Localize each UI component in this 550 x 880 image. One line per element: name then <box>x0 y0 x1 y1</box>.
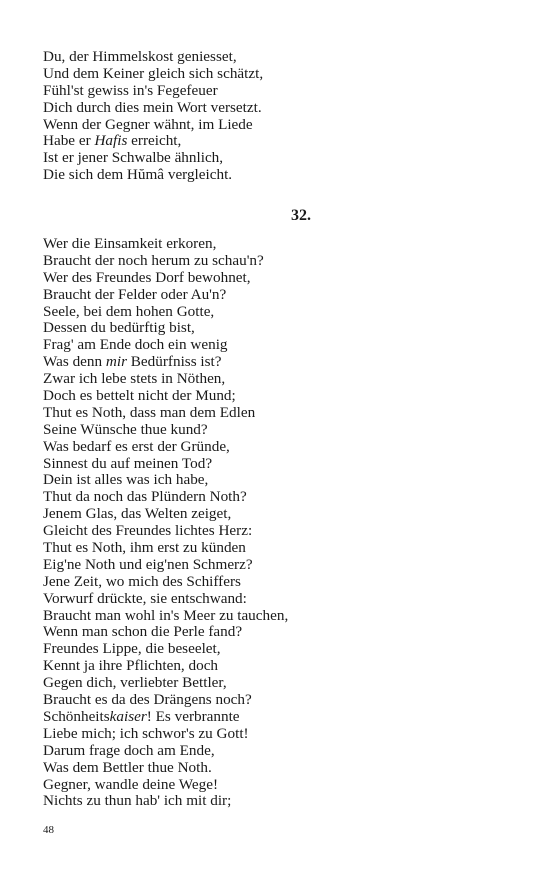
poem-line: Thut da noch das Plündern Noth? <box>43 488 247 506</box>
poem-line: Eig'ne Noth und eig'nen Schmerz? <box>43 555 253 573</box>
poem-line: Liebe mich; ich schwor's zu Gott! <box>43 724 249 742</box>
poem-line: Frag' am Ende doch ein wenig <box>43 336 228 354</box>
poem-line: Jenem Glas, das Welten zeiget, <box>43 505 232 523</box>
poem-line: Kennt ja ihre Pflichten, doch <box>43 657 219 675</box>
poem-line: Vorwurf drückte, sie entschwand: <box>43 589 247 607</box>
poem-stanza-32 <box>43 236 513 810</box>
poem-line: Darum frage doch am Ende, <box>43 741 215 759</box>
poem-line: Wenn man schon die Perle fand? <box>43 623 243 641</box>
emphasis-text: mir <box>105 353 127 371</box>
poem-line: Wer die Einsamkeit erkoren, <box>43 235 217 252</box>
poem-line: Seine Wünsche thue kund? <box>43 420 208 438</box>
poem-line: Braucht man wohl in's Meer zu tauchen, <box>43 606 289 624</box>
poem-line: Thut es Noth, dass man dem Edlen <box>43 403 256 421</box>
page-number: 48 <box>43 824 54 836</box>
poem-line: Zwar ich lebe stets in Nöthen, <box>43 370 226 388</box>
poem-line: Doch es bettelt nicht der Mund; <box>43 387 236 405</box>
poem-line: Jene Zeit, wo mich des Schiffers <box>43 572 241 590</box>
poem-line: Freundes Lippe, die beseelet, <box>43 640 221 658</box>
poem-line: Gleicht des Freundes lichtes Herz: <box>43 522 253 540</box>
poem-stanza-end <box>43 49 513 184</box>
poem-line: Seele, bei dem hohen Gotte, <box>43 302 215 320</box>
poem-line: Dessen du bedürftig bist, <box>43 319 195 337</box>
poem-line: Gegner, wandle deine Wege! <box>43 775 218 793</box>
poem-line: Braucht der noch herum zu schau'n? <box>43 251 264 269</box>
poem-line: Habe er Hafis erreicht, <box>43 132 182 150</box>
poem-line: Was dem Bettler thue Noth. <box>43 758 212 776</box>
poem-line: Wenn der Gegner wähnt, im Liede <box>43 115 253 133</box>
poem-line: Braucht der Felder oder Au'n? <box>43 285 227 303</box>
poem-line: Fühl'st gewiss in's Fegefeuer <box>43 81 218 99</box>
section-heading: 32. <box>291 207 311 224</box>
poem-line: Ist er jener Schwalbe ähnlich, <box>43 149 224 167</box>
poem-line: Nichts zu thun hab' ich mit dir; <box>43 792 232 810</box>
poem-line: Wer des Freundes Dorf bewohnet, <box>43 268 251 286</box>
poem-line: Was bedarf es erst der Gründe, <box>43 437 230 455</box>
poem-line: Die sich dem Hŭmâ vergleicht. <box>43 166 233 184</box>
poem-line: Dich durch dies mein Wort versetzt. <box>43 98 262 116</box>
poem-line: Gegen dich, verliebter Bettler, <box>43 674 227 692</box>
poem-line: Und dem Keiner gleich sich schätzt, <box>43 64 264 82</box>
emphasis-text: kaiser <box>109 707 147 725</box>
poem-line: Thut es Noth, ihm erst zu künden <box>43 539 246 557</box>
emphasis-text: Hafis <box>94 132 128 150</box>
poem-line: Dein ist alles was ich habe, <box>43 471 209 489</box>
poem-line: Braucht es da des Drängens noch? <box>43 691 252 709</box>
poem-line: Was denn mir Bedürfniss ist? <box>43 353 222 371</box>
poem-line: Sinnest du auf meinen Tod? <box>43 454 213 472</box>
poem-line: Schönheitskaiser! Es verbrannte <box>43 707 240 725</box>
poem-line: Du, der Himmelskost geniesset, <box>43 48 237 65</box>
